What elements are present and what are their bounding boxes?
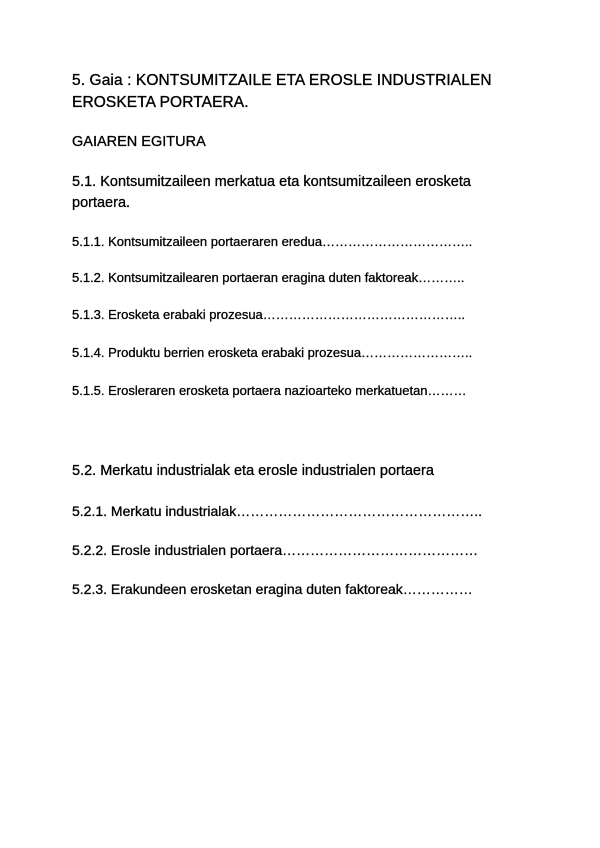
toc-item-5-2-1: 5.2.1. Merkatu industrialak…………………………………………….. bbox=[72, 503, 482, 519]
section-5-2-heading: 5.2. Merkatu industrialak eta erosle industrialen portaera bbox=[72, 463, 434, 479]
section-5-1-heading-line-1: 5.1. Kontsumitzaileen merkatua eta kontsumitzaileen erosketa bbox=[72, 174, 471, 190]
toc-item-5-1-4: 5.1.4. Produktu berrien erosketa erabaki prozesua…………………….. bbox=[72, 345, 473, 360]
toc-item-5-1-5: 5.1.5. Erosleraren erosketa portaera nazioarteko merkatuetan……… bbox=[72, 383, 467, 398]
structure-heading: GAIAREN EGITURA bbox=[72, 134, 206, 150]
toc-item-5-2-2: 5.2.2. Erosle industrialen portaera…………………………………… bbox=[72, 542, 479, 558]
document-title-line-1: 5. Gaia : KONTSUMITZAILE ETA EROSLE INDUSTRIALEN bbox=[72, 72, 492, 89]
toc-item-5-1-3: 5.1.3. Erosketa erabaki prozesua……………………………………….. bbox=[72, 307, 466, 322]
toc-item-5-2-3: 5.2.3. Erakundeen erosketan eragina duten faktoreak…………… bbox=[72, 581, 473, 597]
toc-item-5-1-2: 5.1.2. Kontsumitzailearen portaeran eragina duten faktoreak……….. bbox=[72, 270, 465, 285]
document-title-line-2: EROSKETA PORTAERA. bbox=[72, 94, 249, 111]
section-5-1-heading-line-2: portaera. bbox=[72, 195, 131, 211]
toc-item-5-1-1: 5.1.1. Kontsumitzaileen portaeraren eredua…………………………….. bbox=[72, 234, 473, 249]
